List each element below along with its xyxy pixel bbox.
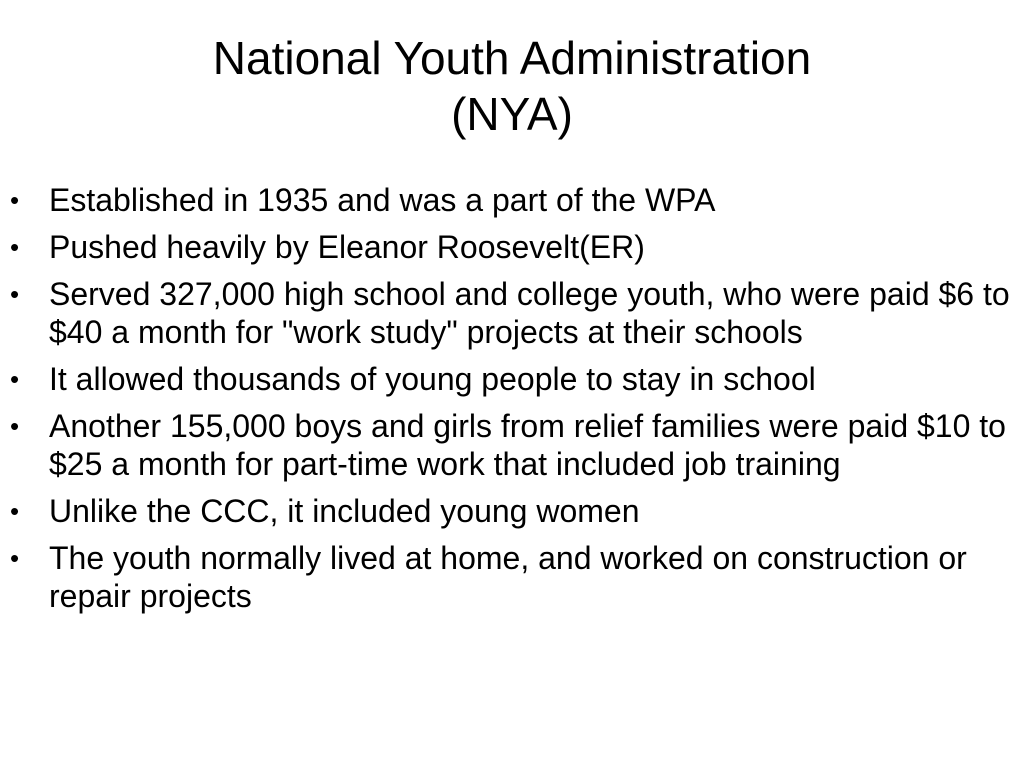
bullet-item-stay-in-school: [0, 360, 1024, 398]
bullet-item-relief-families: [0, 407, 1024, 483]
bullet-text: Established in 1935 and was a part of the WPA: [49, 182, 716, 218]
bullet-icon: •: [10, 496, 20, 526]
slide-title: [0, 30, 1024, 142]
bullet-text: The youth normally lived at home, and worked on construction or repair projects: [49, 540, 967, 614]
bullet-icon: •: [10, 411, 20, 441]
bullet-item-served-youth: [0, 275, 1024, 351]
bullet-text: Served 327,000 high school and college youth, who were paid $6 to $40 a month for "work study" projects at their schools: [49, 276, 1010, 350]
bullet-text: Pushed heavily by Eleanor Roosevelt(ER): [49, 229, 645, 265]
bullet-list: [0, 181, 1024, 624]
bullet-item-lived-at-home: [0, 539, 1024, 615]
bullet-item-established: [0, 181, 1024, 219]
bullet-text: Unlike the CCC, it included young women: [49, 493, 640, 529]
bullet-text: It allowed thousands of young people to stay in school: [49, 361, 816, 397]
bullet-item-eleanor-roosevelt: [0, 228, 1024, 266]
bullet-item-young-women: [0, 492, 1024, 530]
bullet-icon: •: [10, 543, 20, 573]
bullet-icon: •: [10, 364, 20, 394]
slide-title-line-1: National Youth Administration: [212, 32, 812, 84]
bullet-icon: •: [10, 232, 20, 262]
slide-title-line-2: (NYA): [451, 88, 573, 140]
bullet-text: Another 155,000 boys and girls from relief families were paid $10 to $25 a month for part-time work that included job training: [49, 408, 1006, 482]
bullet-icon: •: [10, 185, 20, 215]
bullet-icon: •: [10, 279, 20, 309]
